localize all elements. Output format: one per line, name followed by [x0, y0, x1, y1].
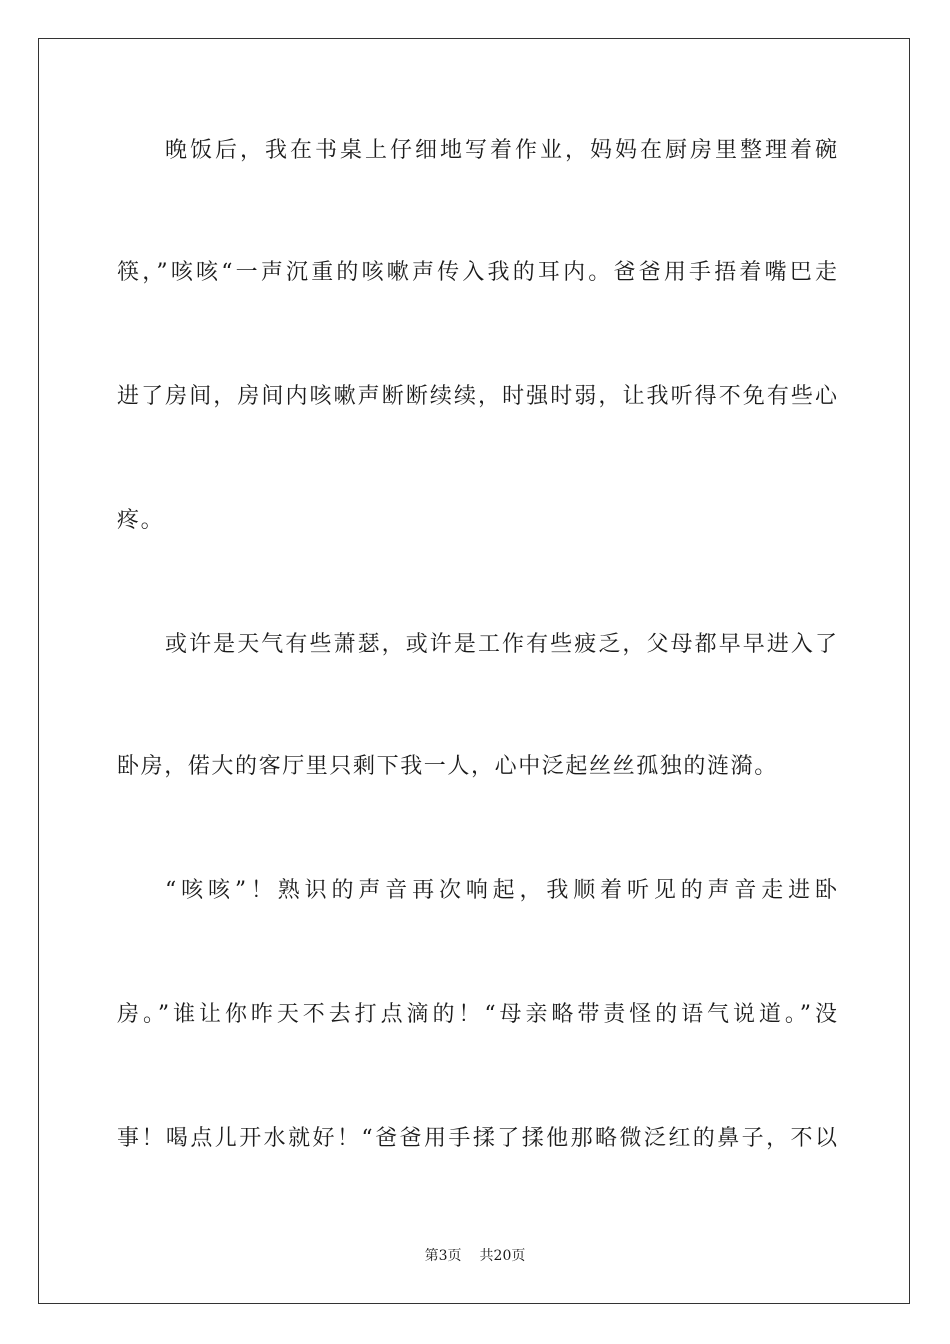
text-line-2: 筷，”咳咳“一声沉重的咳嗽声传入我的耳内。爸爸用手捂着嘴巴走 [117, 260, 837, 285]
text-line-4: 疼。 [117, 508, 165, 533]
page-number: 第3页 [424, 1248, 462, 1264]
page-footer [0, 1247, 950, 1265]
text-line-1: 晚饭后，我在书桌上仔细地写着作业，妈妈在厨房里整理着碗 [165, 138, 837, 163]
text-line-9: 事！喝点儿开水就好！“爸爸用手揉了揉他那略微泛红的鼻子，不以 [117, 1126, 837, 1151]
page-total: 共20页 [479, 1248, 526, 1264]
text-line-8: 房。”谁让你昨天不去打点滴的！“母亲略带责怪的语气说道。”没 [117, 1002, 837, 1027]
text-line-5: 或许是天气有些萧瑟，或许是工作有些疲乏，父母都早早进入了 [165, 632, 837, 657]
text-line-6: 卧房，偌大的客厅里只剩下我一人，心中泛起丝丝孤独的涟漪。 [117, 754, 778, 779]
page-border [38, 38, 910, 1304]
text-line-7: “咳咳”！熟识的声音再次响起，我顺着听见的声音走进卧 [165, 878, 837, 903]
text-line-3: 进了房间，房间内咳嗽声断断续续，时强时弱，让我听得不免有些心 [117, 384, 837, 409]
